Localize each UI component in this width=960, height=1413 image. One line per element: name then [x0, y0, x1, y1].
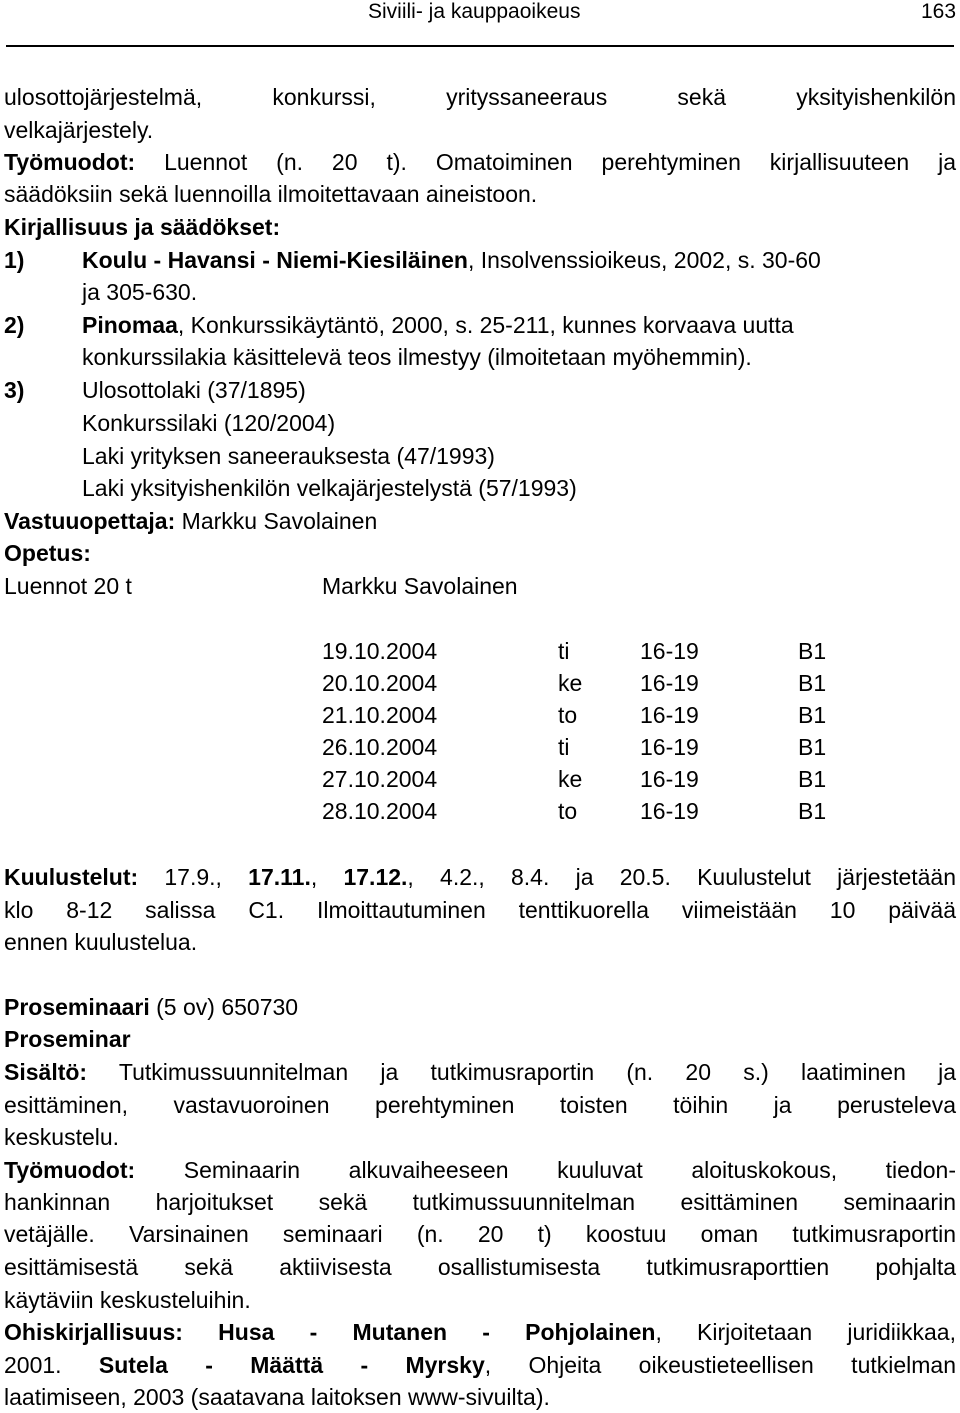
item-number: 3): [4, 377, 25, 403]
date-cell: 19.10.2004: [322, 638, 438, 664]
time-cell: 16-19: [640, 766, 699, 792]
proseminar-subtitle: Proseminar: [4, 1026, 131, 1052]
author: Husa - Mutanen - Pohjolainen: [182, 1319, 656, 1345]
time-cell: 16-19: [640, 702, 699, 728]
proseminar-title-bold: Proseminaari: [4, 994, 150, 1020]
author: Koulu - Havansi - Niemi-Kiesiläinen: [82, 247, 468, 273]
extra-literature-line-2: [4, 1349, 956, 1381]
room-cell: B1: [798, 638, 827, 664]
header-title: Siviili- ja kauppaoikeus: [368, 0, 581, 23]
exams-line-2: klo 8-12 salissa C1. Ilmoittautuminen tenttikuorella viimeistään 10 päivää: [4, 897, 956, 923]
work-line-2: hankinnan harjoitukset sekä tutkimussuunnitelman esittäminen seminaarin: [4, 1189, 956, 1215]
intro-line-1: ulosottojärjestelmä, konkurssi, yrityssaneeraus sekä yksityishenkilön: [4, 84, 956, 110]
date-cell: 26.10.2004: [322, 734, 438, 760]
workforms-line-1: [4, 146, 956, 178]
author: Sutela - Määttä - Myrsky: [98, 1352, 485, 1378]
statute-line: Laki yksityishenkilön velkajärjestelystä (57/1993): [82, 475, 577, 501]
content-line-1: [4, 1056, 956, 1088]
workforms-label: Työmuodot:: [4, 149, 136, 175]
day-cell: to: [558, 702, 578, 728]
teaching-heading: Opetus:: [4, 540, 91, 566]
date-cell: 21.10.2004: [322, 702, 438, 728]
extra-literature-line-3: laatimiseen, 2003 (saatavana laitoksen www-sivuilta).: [4, 1384, 550, 1410]
workforms-line-2: säädöksiin sekä luennoilla ilmoitettavaan aineistoon.: [4, 181, 538, 207]
work-text: Seminaarin alkuvaiheeseen kuuluvat aloituskokous, tiedon-: [135, 1157, 956, 1183]
work-label: Työmuodot:: [4, 1157, 136, 1183]
content-line-2: esittäminen, vastavuoroinen perehtyminen toisten töihin ja perusteleva: [4, 1092, 956, 1118]
work-line-3: vetäjälle. Varsinainen seminaari (n. 20 t) koostuu oman tutkimusraportin: [4, 1221, 956, 1247]
proseminar-title: [4, 991, 298, 1023]
citation: , Insolvenssioikeus, 2002, s. 30-60: [467, 247, 821, 273]
exam-date: 17.9.,: [138, 864, 249, 890]
literature-item-1: [4, 244, 24, 276]
day-cell: ti: [558, 638, 570, 664]
date-cell: 27.10.2004: [322, 766, 438, 792]
header-rule: [6, 45, 954, 47]
time-cell: 16-19: [640, 638, 699, 664]
responsible-value: Markku Savolainen: [175, 508, 378, 534]
exams-label: Kuulustelut:: [4, 864, 139, 890]
time-cell: 16-19: [640, 798, 699, 824]
day-cell: ke: [558, 766, 583, 792]
citation: , Konkurssikäytäntö, 2000, s. 25-211, kunnes korvaava uutta: [177, 312, 794, 338]
responsible-teacher: [4, 505, 377, 537]
literature-heading: Kirjallisuus ja säädökset:: [4, 214, 281, 240]
time-cell: 16-19: [640, 670, 699, 696]
workforms-text: Luennot (n. 20 t). Omatoiminen perehtyminen kirjallisuuteen ja: [135, 149, 956, 175]
proseminar-code: (5 ov) 650730: [149, 994, 299, 1020]
statute-line: Laki yrityksen saneerauksesta (47/1993): [82, 443, 495, 469]
exams-line-1: [4, 861, 956, 893]
time-cell: 16-19: [640, 734, 699, 760]
room-cell: B1: [798, 734, 827, 760]
citation: , Kirjoitetaan juridiikkaa,: [655, 1319, 956, 1345]
literature-item-2: [4, 309, 24, 341]
day-cell: ke: [558, 670, 583, 696]
work-line-1: [4, 1154, 956, 1186]
lectures-label: Luennot 20 t: [4, 573, 132, 599]
citation: , Ohjeita oikeustieteellisen tutkielman: [484, 1352, 957, 1378]
date-cell: 28.10.2004: [322, 798, 438, 824]
content-label: Sisältö:: [4, 1059, 88, 1085]
literature-item-2-text: [82, 309, 794, 341]
literature-item-2-line-2: konkurssilakia käsittelevä teos ilmestyy (ilmoitetaan myöhemmin).: [82, 344, 752, 370]
page-number: 163: [921, 0, 957, 23]
date-cell: 20.10.2004: [322, 670, 438, 696]
item-number: 2): [4, 312, 25, 338]
responsible-label: Vastuuopettaja:: [4, 508, 176, 534]
intro-line-2: velkajärjestely.: [4, 117, 154, 143]
exams-line-3: ennen kuulustelua.: [4, 929, 198, 955]
extra-literature-label: Ohiskirjallisuus:: [4, 1319, 183, 1345]
day-cell: ti: [558, 734, 570, 760]
room-cell: B1: [798, 702, 827, 728]
year: 2001.: [4, 1352, 99, 1378]
lecturer-name: Markku Savolainen: [322, 573, 518, 599]
room-cell: B1: [798, 766, 827, 792]
author: Pinomaa: [82, 312, 178, 338]
room-cell: B1: [798, 670, 827, 696]
content-line-3: keskustelu.: [4, 1124, 120, 1150]
statute-line: Ulosottolaki (37/1895): [82, 377, 306, 403]
day-cell: to: [558, 798, 578, 824]
literature-item-1-text: [82, 244, 821, 276]
page-header: [0, 0, 960, 32]
work-line-5: käytäviin keskusteluihin.: [4, 1287, 251, 1313]
literature-item-3: [4, 374, 24, 406]
separator: ,: [310, 864, 344, 890]
statute-line: Konkurssilaki (120/2004): [82, 410, 336, 436]
extra-literature-line-1: [4, 1316, 956, 1348]
exam-date-bold: 17.12.: [343, 864, 408, 890]
work-line-4: esittämisestä sekä aktiivisesta osallistumisesta tutkimusraporttien pohjalta: [4, 1254, 956, 1280]
literature-item-1-line-2: ja 305-630.: [82, 279, 198, 305]
content-text: Tutkimussuunnitelman ja tutkimusraportin (n. 20 s.) laatiminen ja: [87, 1059, 956, 1085]
item-number: 1): [4, 247, 25, 273]
room-cell: B1: [798, 798, 827, 824]
exam-dates-rest: , 4.2., 8.4. ja 20.5. Kuulustelut järjestetään: [407, 864, 957, 890]
exam-date-bold: 17.11.: [248, 864, 311, 890]
